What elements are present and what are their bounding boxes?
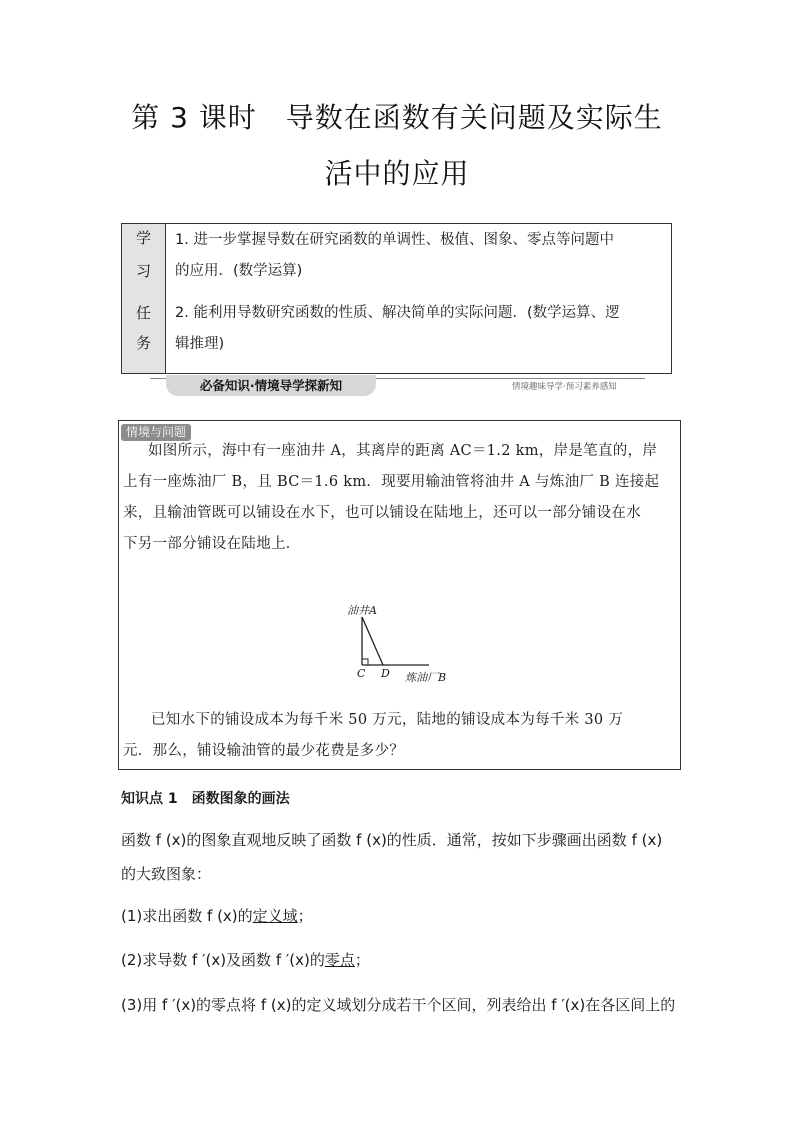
step-1-text: (1)求出函数 f (x)的: [121, 907, 253, 925]
task-line-2: 的应用．(数学运算): [175, 263, 303, 279]
step-1: [121, 905, 313, 926]
scenario-line-3: 来，且输油管既可以铺设在水下，也可以铺设在陆地上，还可以一部分铺设在水: [123, 505, 641, 521]
step-3: (3)用 f ′(x)的零点将 f (x)的定义域划分成若干个区间，列表给出 f ′(x)在各区间上的: [121, 996, 676, 1014]
side-char-2: 习: [135, 262, 151, 280]
knowledge-heading: 知识点 1 函数图象的画法: [121, 791, 290, 807]
knowledge-para-line-1: 函数 f (x)的图象直观地反映了函数 f (x)的性质．通常，按如下步骤画出函数 f (x): [121, 831, 663, 849]
step-2: [121, 949, 370, 970]
label-C: C: [357, 667, 366, 680]
learning-tasks-side-label: [122, 224, 166, 373]
page-title-line2: 活中的应用: [324, 157, 470, 190]
side-char-3: 任: [135, 304, 151, 322]
scenario-line-4: 下另一部分铺设在陆地上．: [123, 536, 301, 552]
task-line-4: 辑推理): [175, 336, 225, 352]
side-char-4: 务: [135, 334, 151, 352]
segment-AD: [362, 617, 383, 665]
learning-tasks-table: [121, 223, 672, 374]
label-refinery-B: 炼油厂B: [405, 671, 447, 684]
scenario-line-6: 元．那么，铺设输油管的最少花费是多少？: [123, 743, 405, 759]
section-banner: 必备知识·情境导学探新知: [166, 375, 376, 396]
page-title-line1: 第 3 课时 导数在函数有关问题及实际生: [131, 101, 663, 134]
label-D: D: [381, 667, 390, 680]
side-char-1: 学: [135, 229, 151, 247]
scenario-line-1: 如图所示，海中有一座油井 A，其离岸的距离 AC＝1.2 km，岸是笔直的，岸: [148, 443, 658, 459]
scenario-line-2: 上有一座炼油厂 B，且 BC＝1.6 km．现要用输油管将油井 A 与炼油厂 B 连接起: [123, 474, 660, 490]
knowledge-para-line-2: 的大致图象：: [121, 865, 212, 883]
scenario-line-5: 已知水下的铺设成本为每千米 50 万元，陆地的铺设成本为每千米 30 万: [151, 712, 624, 728]
step-1-end: ；: [297, 907, 313, 925]
step-2-underlined: 零点: [324, 951, 355, 969]
right-angle-mark: [362, 659, 368, 665]
task-line-3: 2. 能利用导数研究函数的性质、解决简单的实际问题．(数学运算、逻: [175, 305, 620, 321]
section-banner-subtitle: 情境趣味导学·预习素养感知: [512, 382, 617, 392]
scenario-box: [118, 420, 681, 770]
step-2-end: ；: [354, 951, 370, 969]
scenario-tag: 情境与问题: [121, 424, 191, 441]
label-oil-well-A: 油井A: [347, 604, 377, 617]
step-2-text: (2)求导数 f ′(x)及函数 f ′(x)的: [121, 951, 325, 969]
step-1-underlined: 定义域: [252, 907, 298, 925]
task-line-1: 1. 进一步掌握导数在研究函数的单调性、极值、图象、零点等问题中: [175, 232, 614, 248]
